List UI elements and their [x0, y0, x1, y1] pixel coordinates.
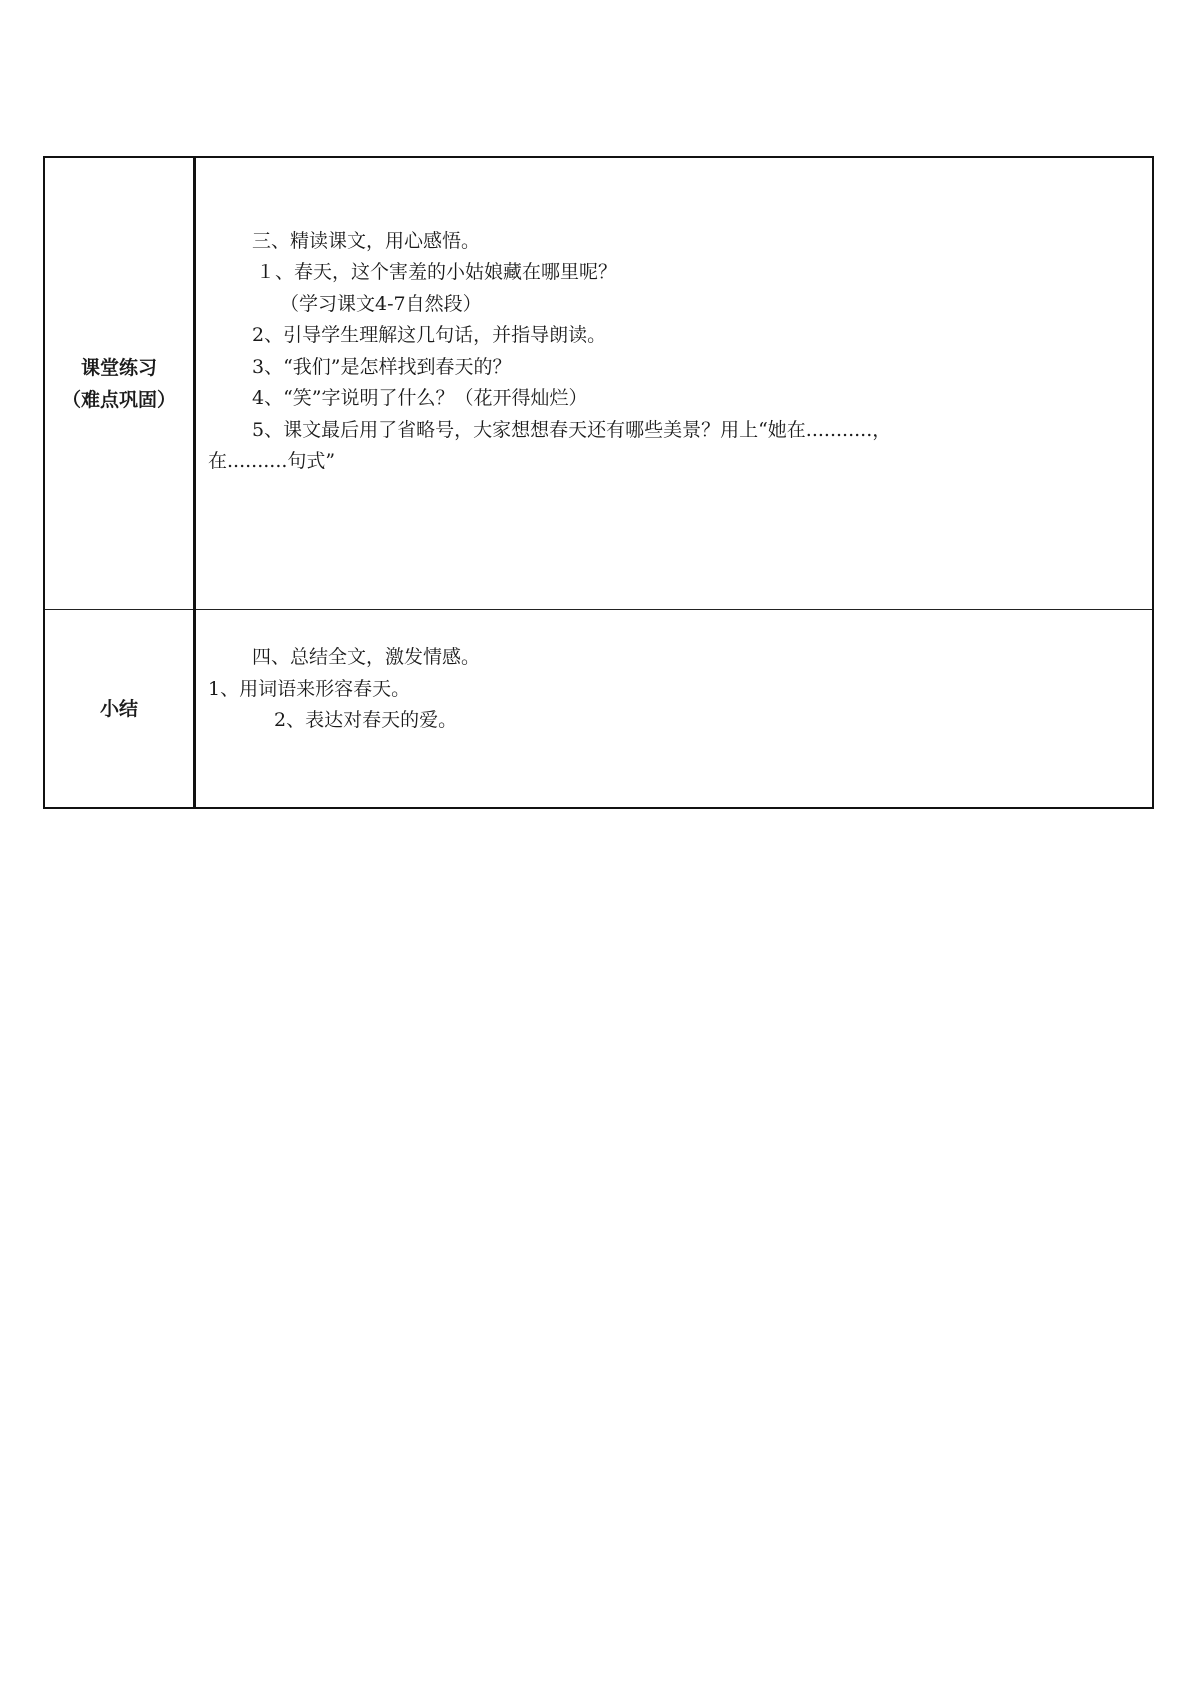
- practice-sublabel: （难点巩固）: [61, 388, 176, 411]
- practice-line: （学习课文4-7自然段）: [280, 292, 482, 315]
- practice-line: 2、引导学生理解这几句话，并指导朗读。: [252, 324, 607, 346]
- summary-content-cell: [195, 610, 1154, 809]
- summary-line: 四、总结全文，激发情感。: [252, 646, 481, 669]
- summary-label-cell: [44, 610, 195, 809]
- practice-line: 5、课文最后用了省略号，大家想想春天还有哪些美景？用上“她在...........，: [252, 418, 892, 441]
- summary-content: [208, 642, 1152, 737]
- lesson-plan-table: [43, 156, 1154, 809]
- practice-line: 4、“笑”字说明了什么？（花开得灿烂）: [252, 387, 588, 409]
- practice-line: １、春天，这个害羞的小姑娘藏在哪里呢？: [256, 261, 618, 283]
- practice-label: 课堂练习: [80, 356, 157, 379]
- practice-content-cell: [195, 157, 1154, 610]
- practice-line: 在..........句式”: [208, 450, 336, 472]
- practice-line: 三、精读课文，用心感悟。: [252, 229, 481, 252]
- practice-content: [208, 226, 1152, 478]
- summary-label: 小结: [99, 697, 138, 720]
- practice-row: [44, 157, 1153, 610]
- practice-line: 3、“我们”是怎样找到春天的？: [252, 355, 512, 378]
- summary-row: [44, 610, 1153, 809]
- practice-label-cell: [44, 157, 195, 610]
- summary-line: 2、表达对春天的爱。: [274, 709, 458, 732]
- summary-line: 1、用词语来形容春天。: [208, 677, 411, 700]
